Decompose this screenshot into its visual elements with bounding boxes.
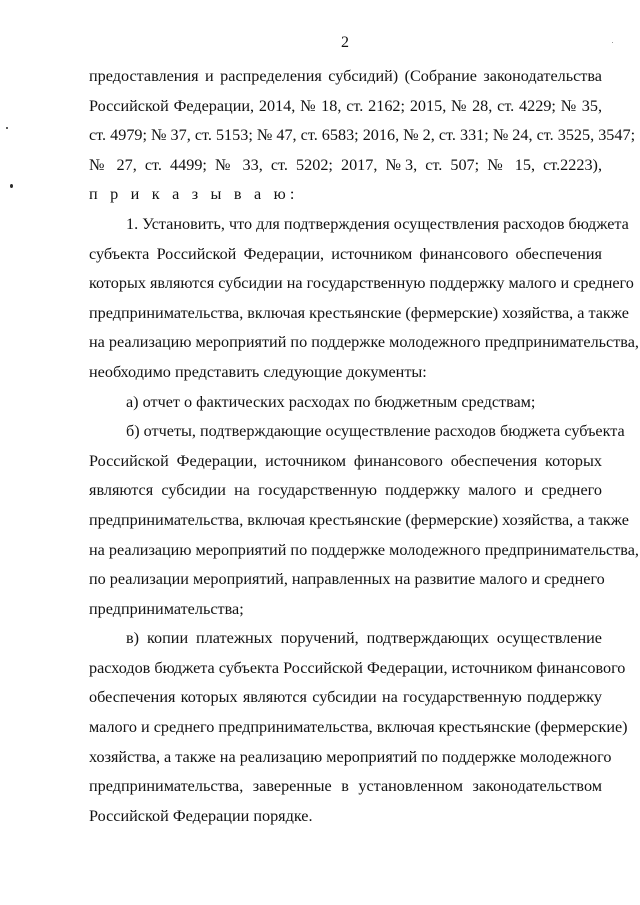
item-a-line: а) отчет о фактических расходах по бюджетным средствам;	[126, 392, 536, 411]
text-line: обеспечения которых являются субсидии на государственную поддержку	[89, 688, 602, 707]
item-b-line: б) отчеты, подтверждающие осуществление расходов бюджета субъекта	[126, 422, 625, 441]
text-line: ст. 4979; № 37, ст. 5153; № 47, ст. 6583; 2016, № 2, ст. 331; № 24, ст. 3525, 3547;	[89, 126, 636, 145]
text-line: которых являются субсидии на государственную поддержку малого и среднего	[89, 274, 634, 293]
paragraph-1-line: 1. Установить, что для подтверждения осуществления расходов бюджета	[126, 214, 629, 233]
order-word: п р и к а з ы в а ю:	[89, 185, 299, 204]
text-line: Российской Федерации, 2014, № 18, ст. 2162; 2015, № 28, ст. 4229; № 35,	[89, 96, 602, 115]
text-line: на реализацию мероприятий по поддержке молодежного предпринимательства,	[89, 540, 639, 559]
document-body	[89, 62, 639, 831]
text-line: предоставления и распределения субсидий) (Собрание законодательства	[89, 67, 602, 85]
text-line: субъекта Российской Федерации, источником финансового обеспечения	[89, 244, 602, 263]
text-line: необходимо представить следующие документы:	[89, 362, 427, 381]
text-line: № 27, ст. 4499; № 33, ст. 5202; 2017, №3, ст. 507; № 15, ст.2223),	[89, 155, 602, 174]
text-line: предпринимательства, включая крестьянские (фермерские) хозяйства, а также	[89, 510, 629, 529]
text-line: Российской Федерации порядке.	[89, 806, 313, 825]
text-line: хозяйства, а также на реализацию мероприятий по поддержке молодежного	[89, 747, 612, 766]
text-line: Российской Федерации, источником финансового обеспечения которых	[89, 451, 602, 470]
text-line: расходов бюджета субъекта Российской Федерации, источником финансового	[89, 658, 626, 677]
text-line: малого и среднего предпринимательства, включая крестьянские (фермерские)	[89, 718, 628, 737]
page-number: 2	[341, 34, 349, 51]
text-line: являются субсидии на государственную поддержку малого и среднего	[89, 481, 602, 500]
text-line: предпринимательства, включая крестьянские (фермерские) хозяйства, а также	[89, 303, 629, 322]
text-line: предпринимательства, заверенные в установленном законодательством	[89, 777, 602, 796]
scan-speck	[10, 184, 13, 188]
text-line: предпринимательства;	[89, 599, 244, 618]
scan-speck	[612, 42, 613, 43]
item-v-line: в) копии платежных поручений, подтверждающих осуществление	[126, 629, 602, 648]
scan-speck	[6, 127, 8, 129]
text-line: на реализацию мероприятий по поддержке молодежного предпринимательства,	[89, 333, 639, 352]
text-line: по реализации мероприятий, направленных на развитие малого и среднего	[89, 570, 605, 589]
